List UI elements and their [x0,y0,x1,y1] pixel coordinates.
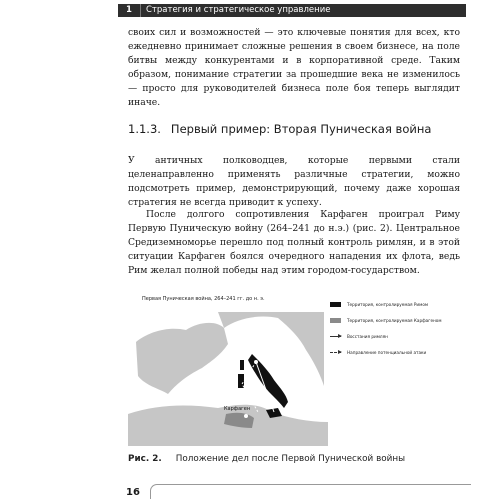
legend-label-carthage: Территория, контролируемая Карфагеном [347,317,442,323]
map-carthage-marker [244,414,248,418]
paragraph-carthage: После долгого сопротивления Карфаген проиграл Риму Первую Пуническую войну (264–241 до н.э.) (рис. 2). Центральное Средиземноморье перешло под полный контроль римлян, и в этой ситуации Карфаген боялся очередного нападения их флота, ведь Рим желал полной победы над этим городом-государством. [128,209,460,276]
legend-swatch-rome [330,302,341,307]
figure-map [128,296,460,446]
legend-arrow-solid-icon [330,336,341,337]
map-label-rome: Рим [258,356,269,362]
legend-label-revolts: Восстания римлян [347,333,388,339]
figure-caption [128,454,405,464]
caption-text: Положение дел после Первой Пунической войны [175,454,406,464]
caption-label: Рис. 2. [128,454,162,464]
section-heading [128,122,431,136]
map-label-carthage: Карфаген [224,406,251,412]
legend-swatch-carthage [330,318,341,323]
legend-arrow-dashed-icon [330,352,341,353]
legend-item-carthage [330,312,460,328]
chapter-number: 1 [118,4,141,17]
page-number: 16 [126,487,140,498]
footer-rule [150,484,471,499]
map-title: Первая Пуническая война, 264–241 гг. до н. э. [142,296,265,302]
chapter-header [118,4,466,17]
paragraph-intro: своих сил и возможностей — это ключевые понятия для всех, кто ежедневно принимает сложные решения в своем бизнесе, на поле битвы между конкурентами и в корпоративной среде. Таким образом, понимание стратегии за прошедшие века не изменилось — просто для руководителей бизнеса поле боя теперь выглядит иначе. [128,27,460,108]
legend-item-revolts [330,328,460,344]
legend-item-rome [330,296,460,312]
legend-item-attack [330,344,460,360]
map-legend [330,296,460,360]
mediterranean-map [128,304,328,446]
chapter-title: Стратегия и стратегическое управление [146,5,331,15]
section-number: 1.1.3. [128,122,161,136]
legend-label-attack: Направление потенциальной атаки [347,349,427,355]
legend-label-rome: Территория, контролируемая Римом [347,301,429,307]
map-territory-corsica [240,360,244,370]
paragraph-ancient-generals: У античных полководцев, которые первыми стали целенаправленно применять различные стратегии, можно подсмотреть пример, демонстрирующий, почему даже хорошая стратегия не всегда приводит к успеху. [128,155,460,208]
section-title: Первый пример: Вторая Пуническая война [170,122,432,136]
